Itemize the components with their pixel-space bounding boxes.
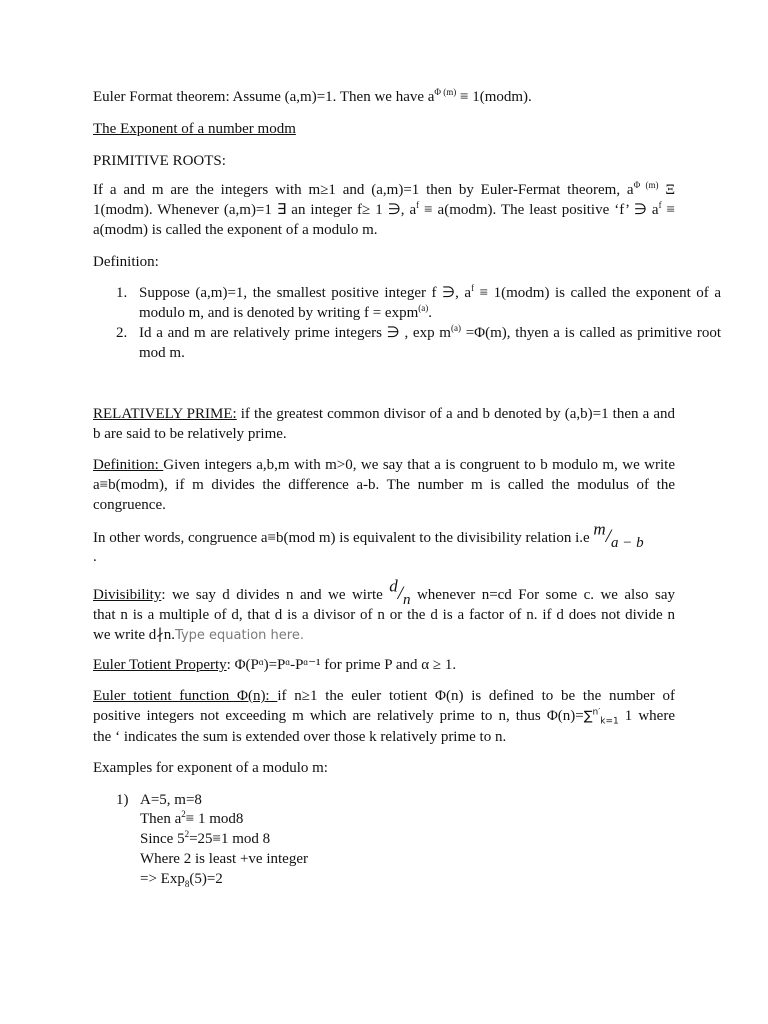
example-number: 1) [116, 792, 129, 808]
congruence-definition: Definition: Given integers a,b,m with m>0, we say that a is congruent to b modulo m, we write a≡b(modm), if m divides the difference a-b. The number m is called the modulus of the congruence. [93, 457, 676, 513]
list-number: 1. [116, 285, 128, 301]
examples-heading: Examples for exponent of a modulo m: [93, 760, 328, 776]
other-words-line: In other words, congruence a≡b(mod m) is equivalent to the divisibility relation i.e $^m/_{a - b}$ [93, 519, 644, 551]
list-number: 2. [116, 325, 128, 341]
primitive-line-1: If a and m are the integers with m≥1 and (a,m)=1 then by Euler-Fermat theorem, $a^{\Phi (m)}$ Ξ [93, 180, 675, 198]
totient-line-2: positive integers not exceeding m which are relatively prime to n, thus Φ(n)=∑$^{n'}_{k=1}$ 1 where [93, 707, 675, 727]
equation-placeholder[interactable]: Type equation here. [175, 628, 304, 643]
heading-exponent: The Exponent of a number modm [93, 121, 296, 137]
fraction-m-over-a-minus-b: $^m/_{a - b}$ [593, 519, 644, 551]
totient-property-label: Euler Totient Property [93, 657, 227, 673]
example-line-2: Then $a^2\equiv 1$ mod8 [140, 809, 244, 827]
relatively-prime-paragraph: RELATIVELY PRIME: if the greatest common divisor of a and b denoted by (a,b)=1 then a and b are said to be relatively prime. [93, 406, 675, 442]
divisibility-line-1: Divisibility: we say d divides n and we wirte $^d/_n$ whenever n=cd For some c. we also say [93, 576, 675, 608]
divisibility-paragraph [93, 576, 675, 646]
intro-superscript: Φ (m) [434, 87, 457, 97]
totient-line-3: the ‘ indicates the sum is extended over those k relatively prime to n. [93, 729, 507, 745]
fraction-d-over-n: $^d/_n$ [389, 576, 411, 608]
euler-theorem-line [93, 87, 532, 107]
primitive-roots-paragraph [93, 180, 675, 240]
totient-function-label: Euler totient function Φ(n): [93, 688, 278, 704]
totient-line-1: Euler totient function Φ(n): if n≥1 the euler totient Φ(n) is defined to be the number of [93, 688, 676, 704]
divisibility-line-3: we write d∤n.Type equation here. [93, 627, 304, 643]
primitive-line-2: 1(modm). Whenever (a,m)=1 ∃ an integer f≥ 1 ∋, $a^f$ ≡ a(modm). The least positive ‘f’ ∋ $a^f$ ≡ [93, 200, 675, 218]
divisibility-line-2: that n is a multiple of d, that d is a divisor of n or the d is a factor of n. if d does not divide n [93, 607, 675, 623]
example-line-4: Where 2 is least +ve integer [140, 851, 308, 867]
intro-suffix: ≡ 1(modm). [456, 89, 532, 105]
definition-item-2: 2. Id a and m are relatively prime integers ∋ , $\exp m^{(a)} =\Phi(m)$, thyen a is called as primitive root mod m. [116, 323, 722, 361]
intro-text: Euler Format theorem: Assume (a,m)=1. Then we have a [93, 89, 435, 105]
example-line-1: A=5, m=8 [140, 792, 202, 808]
primitive-line-3: a(modm) is called the exponent of a modulo m. [93, 222, 378, 238]
other-words-tail: . [93, 549, 97, 565]
summation: ∑$^{n'}_{k=1}$ [583, 707, 619, 727]
example-line-3: Since $5^2=25\equiv 1$ mod 8 [140, 829, 271, 847]
example-line-5: => Exp$_8$(5)=2 [140, 871, 223, 889]
heading-primitive-roots: PRIMITIVE ROOTS: [93, 153, 226, 169]
totient-function-paragraph [93, 686, 675, 747]
divisibility-label: Divisibility [93, 587, 162, 603]
definition-label: Definition: [93, 254, 159, 270]
definition-list [93, 283, 721, 363]
relatively-prime-label: RELATIVELY PRIME: [93, 406, 237, 422]
congruence-label: Definition: [93, 457, 164, 473]
totient-property-line: Euler Totient Property: Φ(Pᵅ)=Pᵅ-Pᵅ⁻¹ for prime P and α ≥ 1. [93, 657, 457, 673]
definition-item-1: 1. Suppose (a,m)=1, the smallest positive integer f ∋, $a^f$ ≡ 1(modm) is called the exponent of a modulo m, and is denoted by writing f = expm$^{(a)}$. [116, 283, 721, 321]
